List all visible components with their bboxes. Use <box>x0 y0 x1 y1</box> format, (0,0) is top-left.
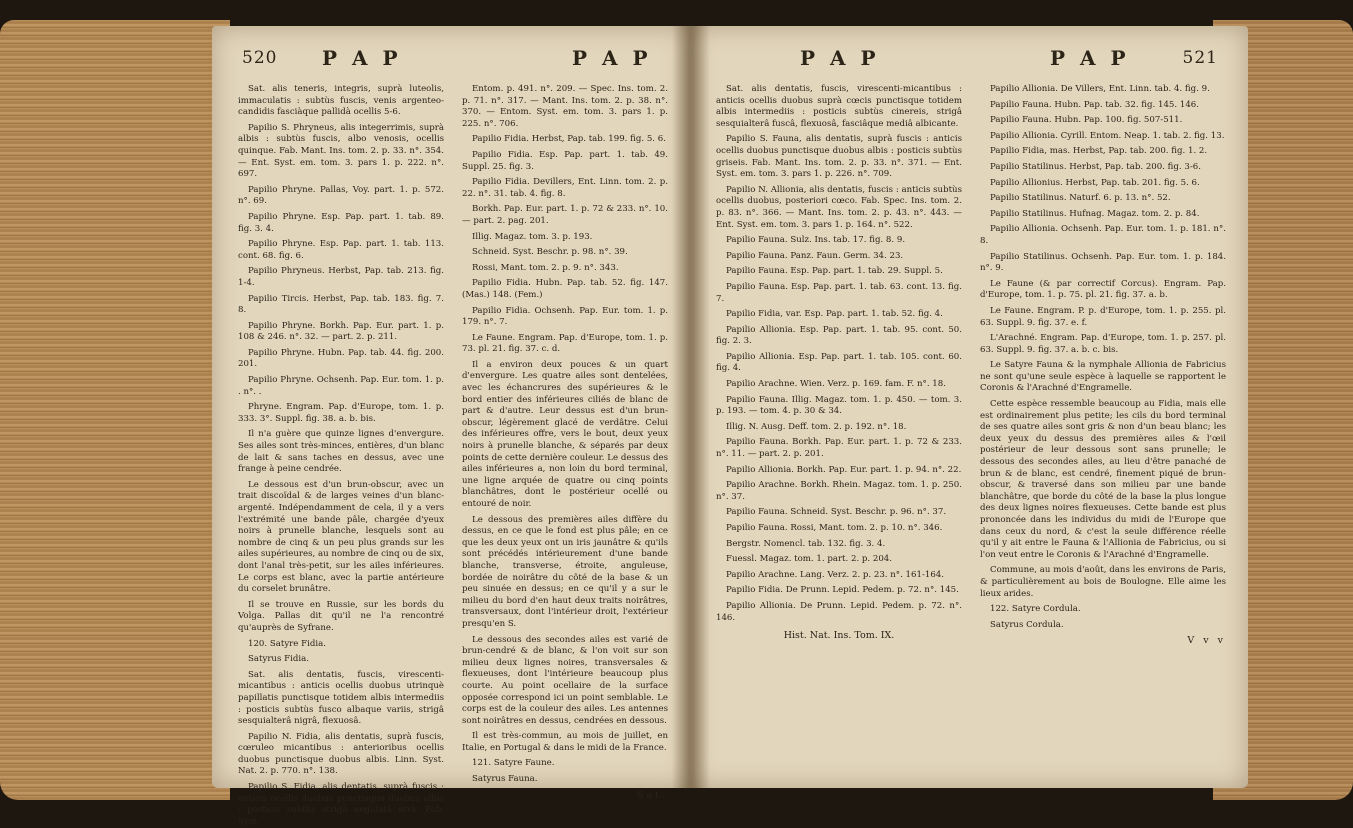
left-col2-paragraph: Papilio Fidia. Devillers, Ent. Linn. tom. 2. p. 22. n°. 31. tab. 4. fig. 8. <box>462 177 668 199</box>
left-page-columns <box>238 84 668 827</box>
left-column-2 <box>462 84 668 801</box>
left-col2-paragraph: Papilio Fidia. Hubn. Pap. tab. 52. fig. 147. (Mas.) 148. (Fem.) <box>462 278 668 300</box>
right-col2-paragraph: Papilio Allionia. Cyrill. Entom. Neap. 1. tab. 2. fig. 13. <box>990 130 1225 141</box>
right-col2-paragraph: Cette espèce ressemble beaucoup au Fidia, mais elle est ordinairement plus petite; les cils du bord terminal de ses quatre ailes sont gris & non d'un beau blanc; les deux yeux du dessus des premières ailes & l'œil postérieur de leur dessous sont sans prunelle; le dessous des secondes ailes, au lieu d'être panaché de brun & de blanc, est cendré, finement piqué de brun-obscur, & traversé dans son milieu par une bande blanchâtre, que borde du côté de la base la plus longue des deux lignes noires flexueuses. Cette bande est plus prononcée dans les individus du midi de l'Europe que dans ceux du nord, & c'est la seule différence réelle qu'il y ait entre le Fauna & l'Allionia de Fabricius, ou si l'on veut entre le Coronis & l'Arachné d'Engramelle. <box>980 399 1226 560</box>
right-page-columns <box>716 84 1226 768</box>
right-col2-paragraph: Papilio Fauna. Hubn. Pap. tab. 32. fig. 145. 146. <box>990 99 1199 110</box>
left-page <box>212 26 690 827</box>
right-col2-paragraph: Papilio Statilinus. Naturf. 6. p. 13. n°. 52. <box>990 193 1171 204</box>
left-col2-paragraph: Il a environ deux pouces & un quart d'envergure. Les quatre ailes sont dentelées, avec les échancrures des supérieures & le bord entier des inférieures ciliés de blanc de part & d'autre. Leur dessus est d'un brun-obscur, légèrement glacé de verdâtre. Celui des inférieures offre, vers le bout, deux yeux noirs à prunelle blanche, & séparés par deux points de cette dernière couleur. Le dessus des ailes inférieures a, non loin du bord terminal, une ligne arquée de quatre ou cinq points blanchâtres, dont le postérieur ocellé ou entouré de noir. <box>462 359 668 509</box>
right-col1-paragraph: Papilio Allionia. Borkh. Pap. Eur. part. 1. p. 94. n°. 22. <box>726 464 962 475</box>
right-col2-paragraph: L'Arachné. Engram. Pap. d'Europe, tom. 1. p. 257. pl. 63. Suppl. 9. fig. 37. a. b. c. bis. <box>980 333 1226 355</box>
left-page-header <box>242 46 660 80</box>
left-running-head-2: P A P <box>572 46 652 70</box>
left-col2-paragraph: Satyrus Fauna. <box>472 774 538 785</box>
right-col1-paragraph: Papilio Allionia. De Prunn. Lepid. Pedem. p. 72. n°. 146. <box>716 600 962 623</box>
left-col1-paragraph: Il se trouve en Russie, sur les bords du Volga. Pallas dit qu'il ne l'a rencontré qu'auprès de Syfrane. <box>238 599 444 633</box>
right-col1-paragraph: Papilio Fidia. De Prunn. Lepid. Pedem. p. 72. n°. 145. <box>726 585 959 596</box>
right-col2-paragraph: Satyrus Cordula. <box>990 619 1064 630</box>
left-column-1 <box>238 84 444 827</box>
right-col1-paragraph: Sat. alis dentatis, fuscis, virescenti-micantibus : anticis ocellis duobus suprà cœcis punctisque totidem albis intermediis : posticis subtùs cinereis, strigâ sesquialterâ fuscâ, flexuosâ, fasciâque mediâ albicante. <box>716 84 962 129</box>
right-col1-paragraph: Papilio Fauna. Illig. Magaz. tom. 1. p. 450. — tom. 3. p. 193. — tom. 4. p. 30 & 34. <box>716 394 962 417</box>
right-col2-paragraph: Papilio Statilinus. Herbst, Pap. tab. 200. fig. 3-6. <box>990 161 1201 172</box>
signature-mark: V v v <box>1187 635 1226 647</box>
right-col1-paragraph: Papilio Fauna. Sulz. Ins. tab. 17. fig. 8. 9. <box>726 235 906 246</box>
right-col2-paragraph: Papilio Allionia. Ochsenh. Pap. Eur. tom. 1. p. 181. n°. 8. <box>980 224 1226 246</box>
left-col2-paragraph: Schneid. Syst. Beschr. p. 98. n°. 39. <box>472 247 628 258</box>
left-col1-paragraph: Papilio Phryne. Borkh. Pap. Eur. part. 1. p. 108 & 246. n°. 32. — part. 2. p. 211. <box>238 320 444 343</box>
right-col2-paragraph: Le Faune. Engram. P. p. d'Europe, tom. 1. p. 255. pl. 63. Suppl. 9. fig. 37. e. f. <box>980 305 1226 328</box>
left-col1-paragraph: Papilio S. Fidia, alis dentatis, suprà fuscis : anticis ocellis duobus punctisque duobus albis : posticis subtùs strigâ angulatâ atrâ. Fab. Syst. <box>238 782 444 827</box>
left-col2-paragraph: Le dessous des premières ailes diffère du dessus, en ce que le fond est plus pâle; en ce que les deux yeux ont un iris jaunâtre & qu'ils sont précédés intérieurement d'une bande blanche, transverse, étroite, anguleuse, bordée de noirâtre du côté de la base & un peu sinuée en dessus; en ce qu'il y a sur le milieu du bord d'en haut deux traits noirâtres, transversaux, dont l'intérieur droit, l'extérieur presqu'en S. <box>462 514 668 629</box>
right-col1-paragraph: Papilio Arachne. Wien. Verz. p. 169. fam. F. n°. 18. <box>726 379 946 390</box>
right-col2-paragraph: Le Satyre Fauna & la nymphale Allionia de Fabricius ne sont qu'une seule espèce à laquelle se rapportent le Coronis & l'Arachné d'Engramelle. <box>980 360 1226 394</box>
left-col1-paragraph: Papilio Phryne. Esp. Pap. part. 1. tab. 89. fig. 3. 4. <box>238 211 444 234</box>
left-page-number: 520 <box>242 48 278 68</box>
left-col1-paragraph: Papilio Phryne. Hubn. Pap. tab. 44. fig. 200. 201. <box>238 347 444 370</box>
left-col2-paragraph: Le Faune. Engram. Pap. d'Europe, tom. 1. p. 73. pl. 21. fig. 37. c. d. <box>462 332 668 355</box>
right-page <box>690 26 1248 788</box>
right-col2-paragraph: Papilio Statilinus. Ochsenh. Pap. Eur. tom. 1. p. 184. n°. 9. <box>980 251 1226 274</box>
left-col2-paragraph: Entom. p. 491. n°. 209. — Spec. Ins. tom. 2. p. 71. n°. 317. — Mant. Ins. tom. 2. p. 38. n°. 370. — Entom. Syst. em. tom. 3. pars 1. p. 225. n°. 706. <box>462 84 668 129</box>
left-col2-paragraph: Illig. Magaz. tom. 3. p. 193. <box>472 231 593 242</box>
left-col1-paragraph: Phryne. Engram. Pap. d'Europe, tom. 1. p. 333. 3°. Suppl. fig. 38. a. b. bis. <box>238 402 444 424</box>
right-col1-paragraph: Illig. N. Ausg. Deff. tom. 2. p. 192. n°. 18. <box>726 421 907 432</box>
right-col1-paragraph: Papilio Fauna. Schneid. Syst. Beschr. p. 96. n°. 37. <box>726 507 947 518</box>
left-col2-paragraph: Il est très-commun, au mois de juillet, en Italie, en Portugal & dans le midi de la France. <box>462 731 668 753</box>
left-col1-paragraph: Satyrus Fidia. <box>248 654 309 665</box>
right-col1-paragraph: Papilio S. Fauna, alis dentatis, suprà fuscis : anticis ocellis duobus punctisque duobus albis : posticis subtùs griseis. Fab. Mant. Ins. tom. 2. p. 33. n°. 371. — Ent. Syst. em. tom. 3. pars 1. p. 226. n°. 709. <box>716 134 962 180</box>
left-col2-paragraph: 121. Satyre Faune. <box>472 758 555 769</box>
right-col1-paragraph: Papilio Fauna. Esp. Pap. part. 1. tab. 29. Suppl. 5. <box>726 266 943 277</box>
right-col2-paragraph: Papilio Fauna. Hubn. Pap. 100. fig. 507-511. <box>990 115 1183 126</box>
catchword: Sat. <box>636 789 668 801</box>
left-col1-paragraph: Papilio Tircis. Herbst, Pap. tab. 183. fig. 7. 8. <box>238 293 444 316</box>
right-col1-paragraph: Papilio Allionia. Esp. Pap. part. 1. tab. 105. cont. 60. fig. 4. <box>716 351 962 374</box>
left-col1-paragraph: Papilio Phryne. Ochsenh. Pap. Eur. tom. 1. p. . n°. . <box>238 375 444 397</box>
left-col2-paragraph: Borkh. Pap. Eur. part. 1. p. 72 & 233. n°. 10. — part. 2. pag. 201. <box>462 204 668 226</box>
page-footer: Hist. Nat. Ins. Tom. IX. <box>783 630 895 642</box>
right-col2-paragraph: Papilio Statilinus. Hufnag. Magaz. tom. 2. p. 84. <box>990 208 1200 219</box>
left-col1-paragraph: Papilio Phryneus. Herbst, Pap. tab. 213. fig. 1-4. <box>238 266 444 288</box>
right-col1-paragraph: Papilio N. Allionia, alis dentatis, fuscis : anticis subtùs ocellis duobus, posteriori cœco. Fab. Spec. Ins. tom. 2. p. 83. n°. 366. — Mant. Ins. tom. 2. p. 43. n°. 443. — Ent. Syst. em. tom. 3. pars 1. p. 164. n°. 522. <box>716 184 962 230</box>
right-col1-paragraph: Papilio Fidia, var. Esp. Pap. part. 1. tab. 52. fig. 4. <box>726 309 943 320</box>
left-col2-paragraph: Papilio Fidia. Esp. Pap. part. 1. tab. 49. Suppl. 25. fig. 3. <box>462 149 668 172</box>
left-col2-paragraph: Rossi, Mant. tom. 2. p. 9. n°. 343. <box>472 262 619 273</box>
right-col1-paragraph: Papilio Fauna. Panz. Faun. Germ. 34. 23. <box>726 250 904 261</box>
right-col2-paragraph: 122. Satyre Cordula. <box>990 604 1081 615</box>
left-col2-paragraph: Papilio Fidia. Ochsenh. Pap. Eur. tom. 1. p. 179. n°. 7. <box>462 305 668 328</box>
left-col1-paragraph: Papilio Phryne. Pallas, Voy. part. 1. p. 572. n°. 69. <box>238 184 444 207</box>
right-col2-paragraph: Papilio Allionius. Herbst, Pap. tab. 201. fig. 5. 6. <box>990 177 1200 188</box>
book-page-edges-left <box>0 20 230 800</box>
right-page-number: 521 <box>1182 48 1218 68</box>
right-col1-paragraph: Bergstr. Nomencl. tab. 132. fig. 3. 4. <box>726 538 886 549</box>
left-running-head-1: P A P <box>322 46 402 70</box>
right-running-head-1: P A P <box>800 46 880 70</box>
book-gutter <box>672 26 710 788</box>
right-col1-paragraph: Fuessl. Magaz. tom. 1. part. 2. p. 204. <box>726 554 893 565</box>
left-col1-paragraph: Sat. alis dentatis, fuscis, virescenti-micantibus : anticis ocellis duobus utrinquè papillatis punctisque totidem albis intermediis : posticis subtùs fusco albaque variis, strigâ sesquialterâ nigrâ, flexuosâ. <box>238 669 444 727</box>
left-col1-paragraph: 120. Satyre Fidia. <box>248 638 326 649</box>
right-col1-paragraph: Papilio Fauna. Esp. Pap. part. 1. tab. 63. cont. 13. fig. 7. <box>716 281 962 304</box>
left-col1-paragraph: Le dessous est d'un brun-obscur, avec un trait discoïdal & de larges veines d'un blanc-argenté. Indépendamment de cela, il y a vers l'extrémité une bande pâle, chargée d'yeux noirs à prunelle blanche, lesquels sont au nombre de cinq & un peu plus grands sur les ailes supérieures, au nombre de cinq ou de six, dont l'anal très-petit, sur les ailes inférieures. Le corps est blanc, avec la partie antérieure du corselet brunâtre. <box>238 479 444 595</box>
right-col1-paragraph: Papilio Allionia. Esp. Pap. part. 1. tab. 95. cont. 50. fig. 2. 3. <box>716 324 962 347</box>
left-col1-paragraph: Papilio N. Fidia, alis dentatis, suprà fuscis, cœruleo micantibus : anterioribus ocellis duobus punctisque duobus albis. Linn. Syst. Nat. 2. p. 770. n°. 138. <box>238 731 444 777</box>
left-col1-paragraph: Papilio S. Phryneus, alis integerrimis, suprà albis : subtùs fuscis, albo venosis, ocellis quinque. Fab. Mant. Ins. tom. 2. p. 33. n°. 354. — Ent. Syst. em. tom. 3. pars 1. p. 222. n°. 697. <box>238 122 444 180</box>
right-col1-paragraph: Papilio Fauna. Rossi, Mant. tom. 2. p. 10. n°. 346. <box>726 523 943 533</box>
right-col2-paragraph: Papilio Allionia. De Villers, Ent. Linn. tab. 4. fig. 9. <box>990 84 1210 94</box>
left-col2-paragraph: Papilio Fidia. Herbst, Pap. tab. 199. fig. 5. 6. <box>472 134 666 145</box>
right-col1-paragraph: Papilio Arachne. Borkh. Rhein. Magaz. tom. 1. p. 250. n°. 37. <box>716 480 962 502</box>
right-page-header <box>720 46 1218 80</box>
right-col2-paragraph: Commune, au mois d'août, dans les environs de Paris, & particulièrement au bois de Boulogne. Elle aime les lieux arides. <box>980 565 1226 599</box>
right-col2-paragraph: Papilio Fidia, mas. Herbst, Pap. tab. 200. fig. 1. 2. <box>990 146 1208 157</box>
left-col2-paragraph: Le dessous des secondes ailes est varié de brun-cendré & de blanc, & l'on voit sur son milieu deux lignes noires, transversales & flexueuses, dont l'intérieure beaucoup plus courte. Au point ocellaire de la surface opposée correspond ici un point semblable. Le corps est de la couleur des ailes. Les antennes sont noirâtres en dessus, cendrées en dessous. <box>462 634 668 726</box>
right-column-1 <box>716 84 962 768</box>
left-col1-paragraph: Sat. alis teneris, integris, suprà luteolis, immaculatis : subtùs fuscis, venis argenteo-candidis fasciàque pallidà ocellis 5-6. <box>238 84 444 118</box>
right-col1-paragraph: Papilio Arachne. Lang. Verz. 2. p. 23. n°. 161-164. <box>726 569 945 580</box>
right-col2-paragraph: Le Faune (& par correctif Corcus). Engram. Pap. d'Europe, tom. 1. p. 75. pl. 21. fig. 37. a. b. <box>980 278 1226 301</box>
right-running-head-2: P A P <box>1050 46 1130 70</box>
left-col1-paragraph: Papilio Phryne. Esp. Pap. part. 1. tab. 113. cont. 68. fig. 6. <box>238 239 444 261</box>
right-column-2 <box>980 84 1226 768</box>
left-col1-paragraph: Il n'a guère que quinze lignes d'envergure. Ses ailes sont très-minces, entières, d'un blanc de lait & sans taches en dessus, avec une frange à peine cendrée. <box>238 429 444 475</box>
right-col1-paragraph: Papilio Fauna. Borkh. Pap. Eur. part. 1. p. 72 & 233. n°. 11. — part. 2. p. 201. <box>716 437 962 460</box>
